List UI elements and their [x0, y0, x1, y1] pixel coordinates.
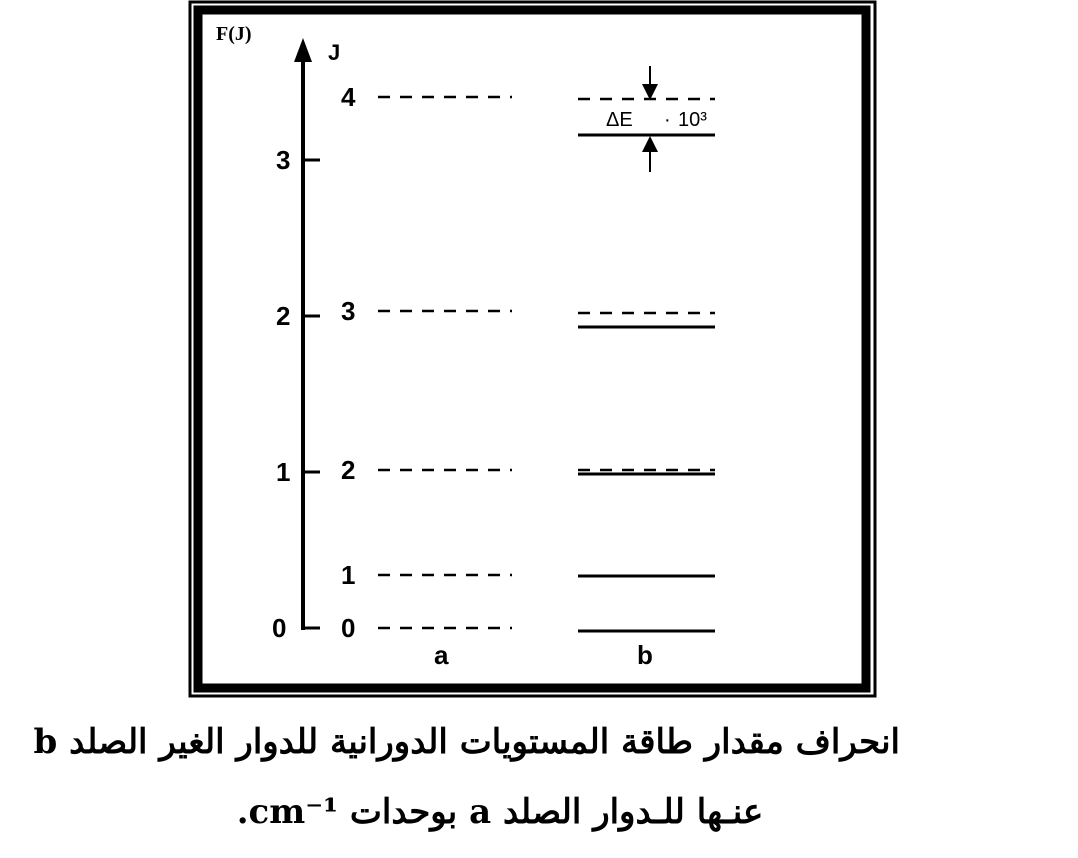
column-a-level-labels	[341, 82, 356, 643]
delta-e-dot: ·	[664, 109, 671, 131]
y-ticks	[272, 145, 320, 643]
level-label-2: 2	[341, 455, 356, 485]
delta-up-arrow-icon	[642, 136, 658, 152]
column-a-levels	[378, 97, 512, 628]
delta-e-label: ΔE	[606, 109, 633, 131]
level-label-1: 1	[341, 560, 356, 590]
y-tick-label-1: 1	[276, 457, 291, 487]
delta-e-annotation	[606, 66, 707, 172]
j-axis-label: J	[328, 40, 341, 65]
caption-line-2: عنـها للـدوار الصلد a بوحدات cm⁻¹.	[236, 792, 764, 832]
delta-down-arrow-icon	[642, 84, 658, 100]
level-label-4: 4	[341, 82, 356, 112]
y-axis-arrow-icon	[294, 38, 312, 62]
y-tick-label-2: 2	[276, 301, 291, 331]
column-b-nonrigid-levels	[578, 135, 715, 631]
caption-line-1: انحراف مقدار طاقة المستويات الدورانية للدوار الغير الصلد b	[33, 722, 900, 762]
delta-e-value: 10³	[678, 109, 707, 131]
y-tick-label-0: 0	[272, 613, 287, 643]
y-tick-label-3: 3	[276, 145, 291, 175]
inner-frame	[198, 10, 866, 688]
y-axis-label: F(J)	[216, 23, 252, 45]
outer-frame	[190, 2, 875, 696]
column-label-b: b	[637, 640, 653, 670]
level-label-3: 3	[341, 296, 356, 326]
column-b-reference-levels	[578, 99, 715, 470]
column-label-a: a	[434, 640, 449, 670]
level-label-0: 0	[341, 613, 356, 643]
